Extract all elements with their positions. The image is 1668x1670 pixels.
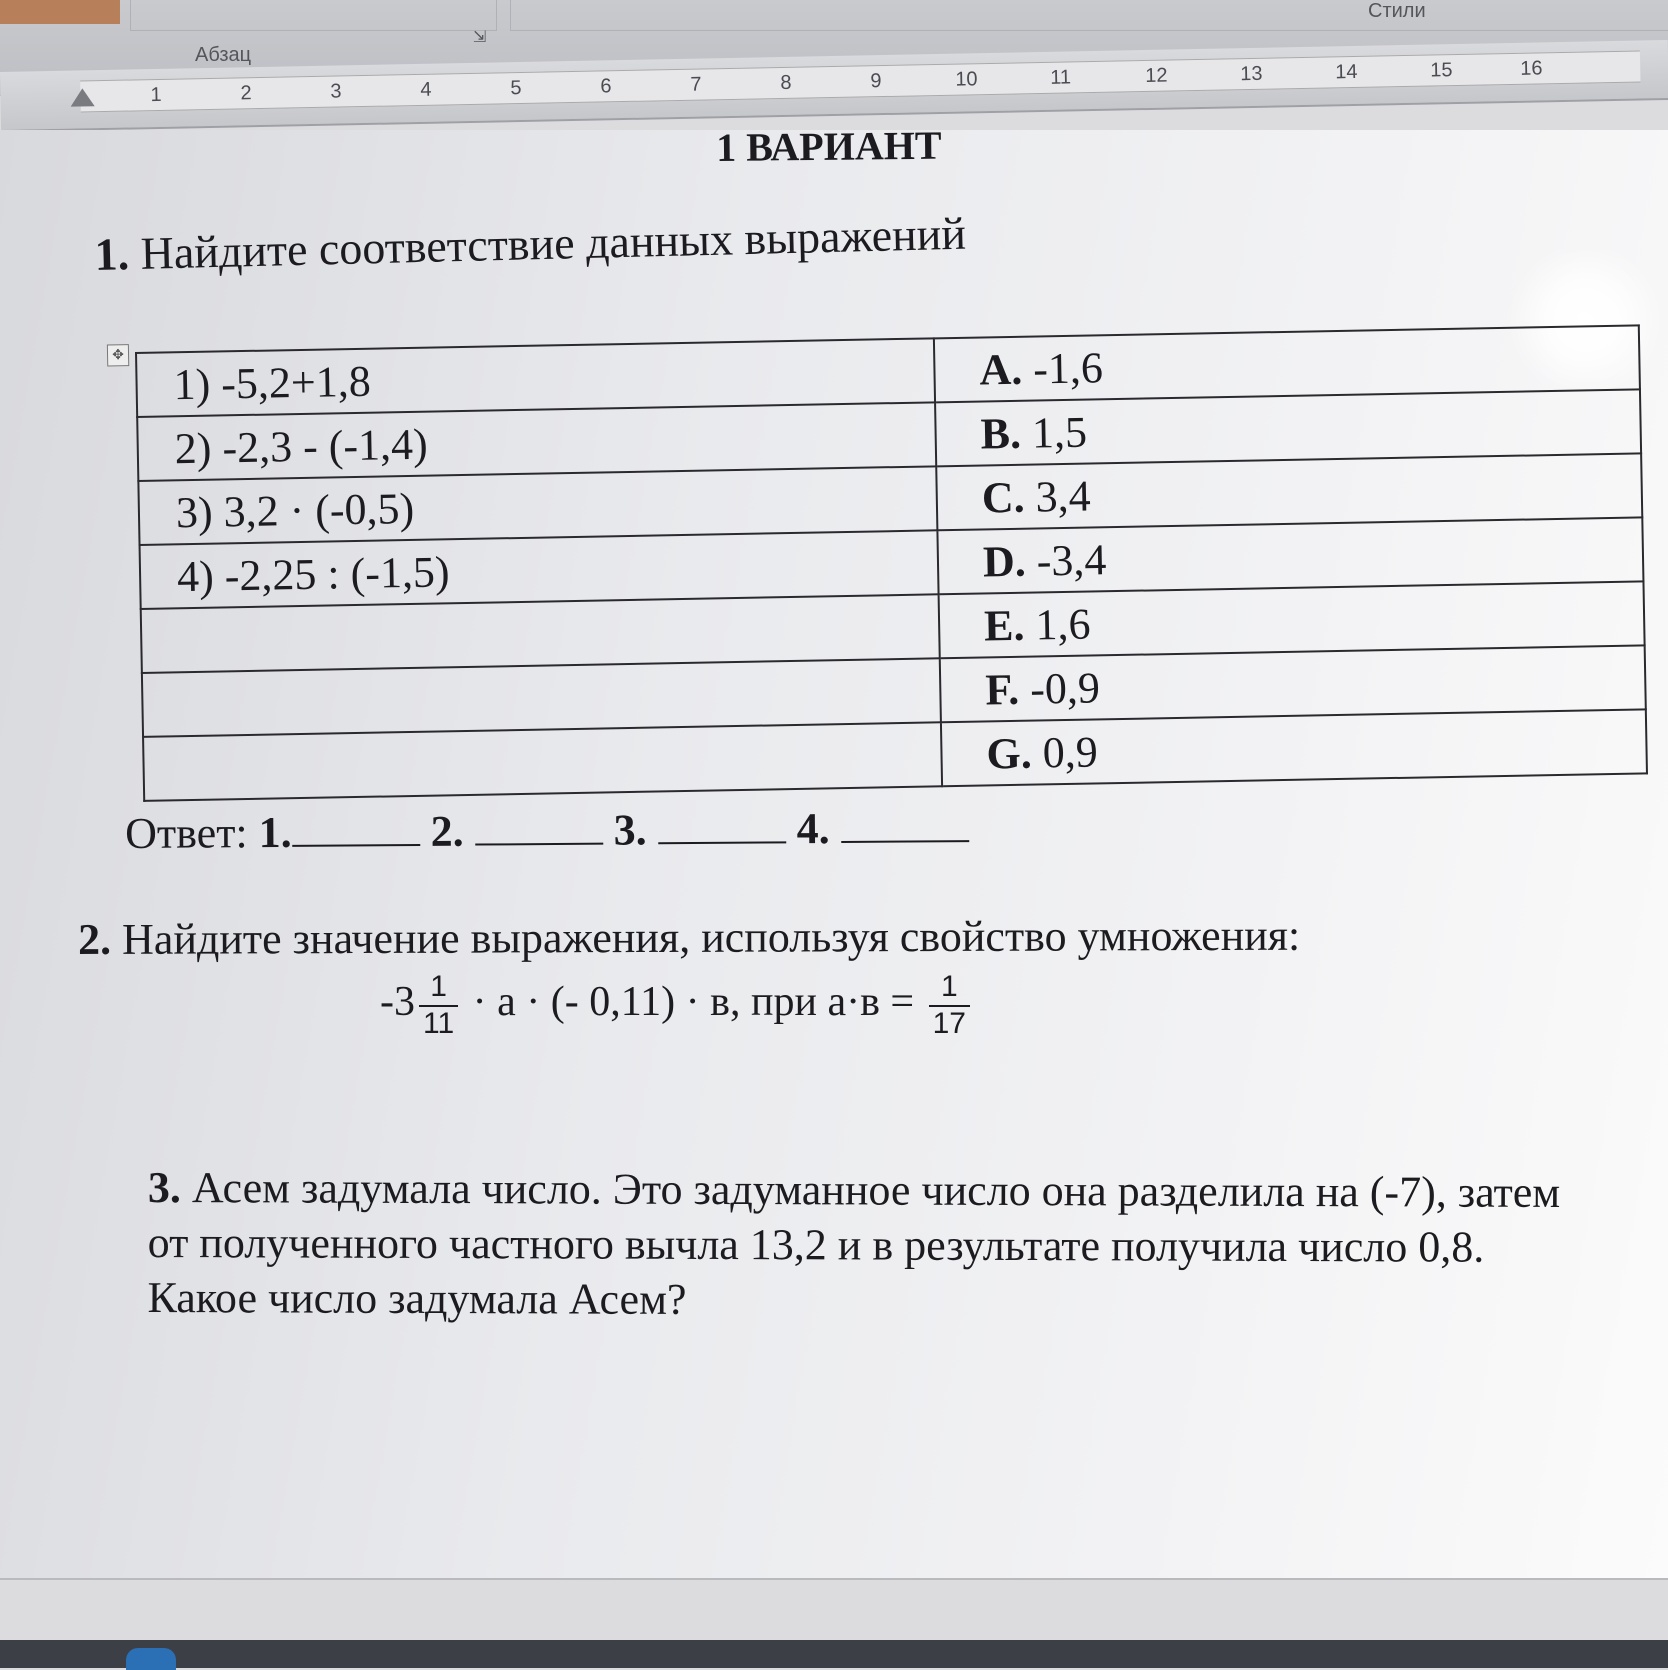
fraction-denominator: 11	[423, 1006, 455, 1040]
fraction-numerator: 1	[419, 970, 458, 1007]
option-value: 1,5	[1031, 407, 1088, 458]
paragraph-group-label: Абзац	[195, 44, 252, 66]
answer-label: Ответ:	[125, 808, 248, 858]
fraction-numerator: 1	[929, 970, 970, 1007]
option-value: 1,6	[1035, 599, 1091, 650]
ruler-number: 6	[600, 75, 612, 98]
expression-cell[interactable]: 3) 3,2 · (-0,5)	[138, 466, 937, 545]
option-value: -3,4	[1036, 534, 1107, 586]
task2-heading	[78, 910, 1300, 965]
ruler-number: 16	[1520, 57, 1543, 80]
option-letter: E.	[983, 600, 1025, 650]
option-cell[interactable]	[941, 709, 1647, 786]
ruler-number: 3	[330, 80, 342, 103]
ruler-number: 15	[1430, 59, 1453, 82]
option-letter: F.	[984, 664, 1020, 714]
option-letter: A.	[979, 344, 1023, 395]
answer-blank[interactable]	[658, 811, 786, 844]
answer-line	[125, 802, 969, 859]
document-page[interactable]	[0, 122, 1668, 1580]
option-letter: C.	[981, 472, 1026, 523]
answer-blank[interactable]	[292, 814, 420, 847]
ruler-number: 9	[870, 70, 882, 93]
mixed-fraction	[419, 970, 458, 1041]
expression-cell[interactable]: 4) -2,25 : (-1,5)	[140, 530, 939, 609]
ruler-number: 10	[955, 68, 978, 91]
paragraph-group-box	[130, 0, 497, 31]
styles-group-box	[510, 0, 1668, 31]
dialog-launcher-icon[interactable]: ⇲	[473, 27, 487, 46]
task2-text: Найдите значение выражения, используя свойство умножения:	[122, 910, 1301, 964]
ruler-number: 12	[1145, 64, 1168, 88]
task2-expression	[380, 970, 974, 1041]
expression-cell[interactable]: 1) -5,2+1,8	[136, 338, 935, 417]
task3-number: 3.	[147, 1163, 181, 1213]
task2-number: 2.	[78, 914, 112, 964]
task3-paragraph	[147, 1160, 1568, 1330]
taskbar	[0, 1640, 1668, 1668]
indent-marker-icon[interactable]	[70, 88, 94, 106]
ruler-number: 14	[1335, 60, 1358, 84]
ruler-number: 8	[780, 71, 792, 95]
option-letter: B.	[980, 408, 1022, 459]
styles-group-label: Стили	[1368, 0, 1426, 22]
expr-middle: · а · (- 0,11) · в, при а·в =	[472, 979, 915, 1026]
task1-number: 1.	[94, 228, 130, 280]
fraction-denominator: 17	[932, 1006, 966, 1040]
match-table-wrapper	[112, 324, 1648, 802]
ruler-number: 2	[240, 82, 252, 105]
table-move-handle-icon[interactable]: ✥	[107, 344, 129, 366]
option-value: 3,4	[1035, 471, 1092, 522]
ruler-number: 7	[690, 73, 702, 96]
task3-text: Асем задумала число. Это задуманное число она разделила на (-7), затем от полученного частного вычла 13,2 и в результате получила число 0,8. Какое число задумала Асем?	[147, 1163, 1561, 1324]
option-letter: D.	[982, 536, 1027, 586]
ruler-number: 4	[420, 78, 432, 101]
expression-cell[interactable]: 2) -2,3 - (-1,4)	[137, 402, 936, 481]
answer-number: 4.	[796, 804, 830, 854]
variant-title: 1 ВАРИАНТ	[716, 122, 942, 170]
answer-number: 2.	[430, 806, 464, 856]
option-value: -0,9	[1029, 662, 1101, 714]
task1-heading	[94, 207, 967, 281]
result-fraction	[929, 970, 970, 1041]
match-table	[135, 324, 1648, 802]
taskbar-app-icon[interactable]	[126, 1648, 176, 1670]
answer-number: 3.	[613, 805, 647, 855]
task1-text: Найдите соответствие данных выражений	[140, 207, 967, 279]
answer-blank[interactable]	[841, 810, 969, 843]
option-letter: G.	[986, 728, 1033, 778]
ruler-number: 1	[150, 83, 162, 107]
expr-prefix: -3	[380, 979, 415, 1026]
expression-cell[interactable]	[143, 722, 942, 801]
option-value: -1,6	[1032, 342, 1104, 394]
option-value: 0,9	[1042, 726, 1099, 777]
page-bottom-divider	[0, 1578, 1668, 1580]
file-tab[interactable]	[0, 0, 120, 24]
ruler-number: 13	[1240, 62, 1263, 86]
ruler-number: 11	[1050, 66, 1072, 89]
answer-blank[interactable]	[475, 813, 603, 846]
answer-number: 1.	[258, 807, 292, 858]
ruler-number: 5	[510, 76, 522, 100]
